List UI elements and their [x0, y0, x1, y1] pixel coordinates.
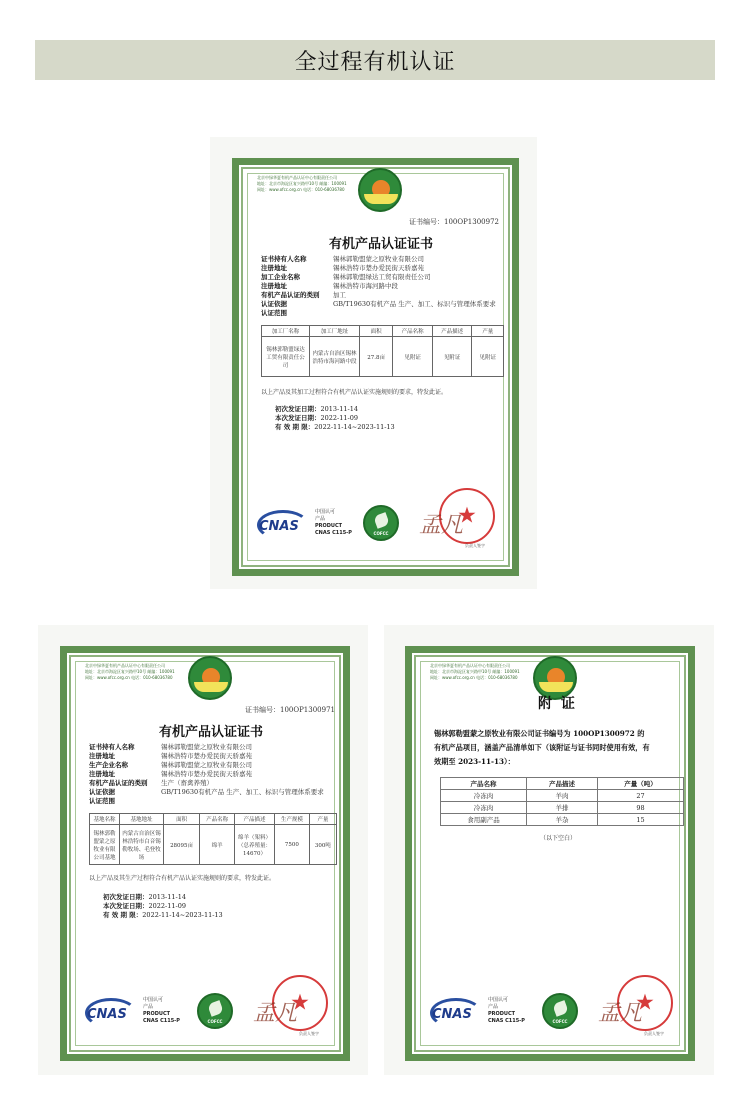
- org-header-line: 北京中绿华夏有机产品认证中心有限责任公司: [430, 663, 510, 668]
- field-key: 认证依据: [89, 788, 115, 796]
- field-row: [261, 255, 511, 264]
- scope-table: [89, 813, 337, 865]
- table-header: 产品名称: [200, 814, 235, 825]
- organic-emblem-icon: [358, 168, 402, 212]
- table-header: 加工厂名称: [262, 326, 310, 337]
- date-value: 2022-11-09: [148, 902, 186, 910]
- table-header: 面积: [360, 326, 393, 337]
- table-header: 基地名称: [90, 814, 120, 825]
- field-key: 注册地址: [89, 770, 115, 778]
- field-value: GB/T19630有机产品 生产、加工、标识与管理体系要求: [161, 788, 324, 796]
- table-header: 加工厂地址: [310, 326, 360, 337]
- table-header: 产品描述: [235, 814, 275, 825]
- certificate-2: [60, 646, 350, 1061]
- field-row: [89, 788, 344, 797]
- field-row: [89, 761, 344, 770]
- table-header-row: [441, 778, 684, 790]
- field-key: 注册地址: [89, 752, 115, 760]
- appendix-line: 有机产品项目，涵盖产品清单如下（该附证与证书同时使用有效，有: [434, 743, 650, 752]
- china-organic-product-icon: [363, 505, 399, 541]
- table-header: 产品名称: [393, 326, 433, 337]
- field-value: 锡林郭勒盟蒙之原牧业有限公司: [333, 255, 424, 263]
- table-row: [441, 814, 684, 826]
- appendix-line: 锡林郭勒盟蒙之原牧业有限公司证书编号为 100OP1300972 的: [434, 729, 645, 738]
- field-key: 有机产品认证的类别: [261, 291, 320, 299]
- field-key: 加工企业名称: [261, 273, 300, 281]
- field-value: 锡林浩特市海河路中段: [333, 282, 398, 290]
- org-header-line: 北京中绿华夏有机产品认证中心有限责任公司: [257, 175, 337, 180]
- certificate-statement: 以上产品及其加工过程符合有机产品认证实施规则的要求，特发此证。: [261, 389, 448, 396]
- cnas-line: CNAS C115-P: [315, 530, 352, 536]
- org-header-line: 网址：www.ofcc.org.cn 电话：010-68036780: [430, 675, 518, 680]
- table-header: 产品名称: [441, 778, 527, 790]
- certificate-title: 有机产品认证证书: [159, 725, 264, 740]
- cnas-line: 产品: [315, 516, 326, 522]
- table-cell: 27: [598, 790, 684, 802]
- table-cell: 绵羊: [200, 825, 235, 865]
- table-cell: 绵羊（架料）（总养殖量：14670）: [235, 825, 275, 865]
- org-header: [257, 175, 347, 193]
- cnas-line: 中国认可: [488, 997, 509, 1003]
- date-row: [275, 423, 395, 432]
- field-key: 证书持有人名称: [261, 255, 307, 263]
- table-cell: 内蒙古自治区锡林浩特市白音锡勒牧场、毛登牧场: [120, 825, 164, 865]
- cnas-logo-text: CNAS: [87, 1007, 127, 1022]
- cnas-logo-icon: [81, 998, 141, 1028]
- org-header: [85, 663, 175, 681]
- org-header-line: 网址：www.ofcc.org.cn 电话：010-68036780: [85, 675, 173, 680]
- field-key: 有机产品认证的类别: [89, 779, 148, 787]
- red-seal-icon: ★: [272, 975, 328, 1031]
- field-value: 锡林浩特市楚办爱民街天骄嘉苑: [161, 752, 252, 760]
- cnas-accreditation-text: [143, 997, 180, 1025]
- table-header-row: [262, 326, 504, 337]
- field-row: [89, 752, 344, 761]
- field-value: 锡林郭勒盟绿达工贸有限责任公司: [333, 273, 431, 281]
- field-key: 认证依据: [261, 300, 287, 308]
- org-header-line: 地址：北京市海淀区复兴路甲10号 邮编：100091: [257, 181, 347, 186]
- field-key: 生产企业名称: [89, 761, 128, 769]
- field-value: 锡林郭勒盟蒙之原牧业有限公司: [161, 761, 252, 769]
- table-header: 产品描述: [526, 778, 597, 790]
- org-header-line: 网址：www.ofcc.org.cn 电话：010-68036780: [257, 187, 345, 192]
- date-key: 初次发证日期：: [103, 893, 149, 901]
- cnas-line: 产品: [488, 1004, 499, 1010]
- certificate-statement: 以上产品及其生产过程符合有机产品认证实施规则的要求，特发此证。: [89, 875, 276, 882]
- date-row: [275, 405, 395, 414]
- table-row: [441, 802, 684, 814]
- table-row: [262, 337, 504, 377]
- section-banner: [35, 40, 715, 80]
- field-row: [261, 300, 511, 309]
- cnas-logo-icon: [426, 998, 486, 1028]
- appendix-title: 附 证: [538, 696, 577, 712]
- table-cell: 内蒙古自治区锡林浩特市海河路中段: [310, 337, 360, 377]
- field-key: 注册地址: [261, 282, 287, 290]
- cnas-logo-text: CNAS: [259, 519, 299, 534]
- certificate-fields: [261, 255, 511, 318]
- china-organic-product-icon: [542, 993, 578, 1029]
- field-key: 认证范围: [261, 309, 287, 317]
- signature-icon: 孟凡: [419, 513, 464, 538]
- date-row: [103, 893, 223, 902]
- field-key: 认证范围: [89, 797, 115, 805]
- certificate-title: 有机产品认证证书: [329, 237, 434, 252]
- certificate-number: 证书编号：100OP1300971: [245, 706, 335, 714]
- field-value: 锡林郭勒盟蒙之原牧业有限公司: [161, 743, 252, 751]
- scope-table: [261, 325, 504, 377]
- cnas-line: 中国认可: [143, 997, 164, 1003]
- table-cell: 7500: [275, 825, 310, 865]
- cnas-accreditation-text: [315, 509, 352, 537]
- date-value: 2022-11-09: [320, 414, 358, 422]
- date-row: [275, 414, 395, 423]
- banner-title: 全过程有机认证: [294, 49, 456, 75]
- signature-icon: 孟凡: [598, 1001, 643, 1026]
- cnas-line: CNAS C115-P: [143, 1018, 180, 1024]
- date-value: 2013-11-14: [148, 893, 186, 901]
- table-cell: 冷冻肉: [441, 802, 527, 814]
- table-header-row: [90, 814, 337, 825]
- table-cell: 28095亩: [164, 825, 200, 865]
- table-header: 产量: [309, 814, 336, 825]
- table-header: 产量: [472, 326, 504, 337]
- table-header: 面积: [164, 814, 200, 825]
- table-cell: 羊杂: [526, 814, 597, 826]
- cnas-line: PRODUCT: [488, 1011, 516, 1017]
- table-cell: 冷冻肉: [441, 790, 527, 802]
- organic-emblem-icon: [188, 656, 232, 700]
- table-cell: 98: [598, 802, 684, 814]
- field-row: [261, 273, 511, 282]
- cnas-line: 产品: [143, 1004, 154, 1010]
- table-cell: 锡林郭勒盟绿达工贸有限责任公司: [262, 337, 310, 377]
- organic-mark-label: COFCC: [552, 1019, 568, 1025]
- cnas-line: 中国认可: [315, 509, 336, 515]
- date-key: 本次发证日期：: [275, 414, 321, 422]
- table-cell: 羊排: [526, 802, 597, 814]
- cnas-logo-text: CNAS: [432, 1007, 472, 1022]
- table-header: 产品描述: [432, 326, 472, 337]
- table-cell: 见附证: [472, 337, 504, 377]
- date-value: 2022-11-14~2023-11-13: [142, 911, 223, 919]
- cnas-line: CNAS C115-P: [488, 1018, 525, 1024]
- table-cell: 食用副产品: [441, 814, 527, 826]
- red-seal-icon: ★: [617, 975, 673, 1031]
- appendix-line: 效期至 2023-11-13）：: [434, 757, 515, 766]
- signer-label: 负责人签字: [465, 543, 485, 548]
- field-key: 证书持有人名称: [89, 743, 135, 751]
- cnas-logo-icon: [253, 510, 313, 540]
- table-cell: 15: [598, 814, 684, 826]
- date-key: 初次发证日期：: [275, 405, 321, 413]
- date-key: 有 效 期 限：: [275, 423, 315, 431]
- field-row: [261, 291, 511, 300]
- field-row: [89, 770, 344, 779]
- table-cell: 27.8亩: [360, 337, 393, 377]
- field-row: [89, 743, 344, 752]
- table-header: 产量（吨）: [598, 778, 684, 790]
- date-row: [103, 911, 223, 920]
- cnas-line: PRODUCT: [315, 523, 343, 529]
- table-cell: 见附证: [432, 337, 472, 377]
- date-key: 有 效 期 限：: [103, 911, 143, 919]
- field-row: [261, 309, 511, 318]
- field-value: 锡林浩特市楚办爱民街天骄嘉苑: [161, 770, 252, 778]
- org-header: [430, 663, 520, 681]
- organic-mark-label: COFCC: [207, 1019, 223, 1025]
- org-header-line: 北京中绿华夏有机产品认证中心有限责任公司: [85, 663, 165, 668]
- field-value: 生产（畜禽养殖）: [161, 779, 213, 787]
- appendix-paragraph: [434, 727, 692, 769]
- table-cell: 羊肉: [526, 790, 597, 802]
- cnas-accreditation-text: [488, 997, 525, 1025]
- field-row: [261, 282, 511, 291]
- appendix-certificate: [405, 646, 695, 1061]
- date-row: [103, 902, 223, 911]
- certificate-dates: [275, 405, 395, 432]
- china-organic-product-icon: [197, 993, 233, 1029]
- table-header: 基地地址: [120, 814, 164, 825]
- field-row: [261, 264, 511, 273]
- cnas-line: PRODUCT: [143, 1011, 171, 1017]
- table-row: [90, 825, 337, 865]
- date-value: 2022-11-14~2023-11-13: [314, 423, 395, 431]
- table-cell: 300吨: [309, 825, 336, 865]
- org-header-line: 地址：北京市海淀区复兴路甲10号 邮编：100091: [85, 669, 175, 674]
- certificate-fields: [89, 743, 344, 806]
- signer-label: 负责人签字: [644, 1031, 664, 1036]
- appendix-product-table: [440, 777, 684, 826]
- certificate-number: 证书编号：100OP1300972: [409, 218, 499, 226]
- red-seal-icon: ★: [439, 488, 495, 544]
- field-value: 锡林浩特市楚办爱民街天骄嘉苑: [333, 264, 424, 272]
- certificate-dates: [103, 893, 223, 920]
- field-row: [89, 797, 344, 806]
- field-value: 加工: [333, 291, 346, 299]
- certificate-1: [232, 158, 519, 576]
- organic-mark-label: COFCC: [373, 531, 389, 537]
- field-row: [89, 779, 344, 788]
- signature-icon: 孟凡: [253, 1001, 298, 1026]
- table-header: 生产规模: [275, 814, 310, 825]
- org-header-line: 地址：北京市海淀区复兴路甲10号 邮编：100091: [430, 669, 520, 674]
- field-value: GB/T19630有机产品 生产、加工、标识与管理体系要求: [333, 300, 496, 308]
- blank-below-note: （以下空白）: [540, 835, 577, 842]
- table-cell: 见附证: [393, 337, 433, 377]
- field-key: 注册地址: [261, 264, 287, 272]
- table-row: [441, 790, 684, 802]
- table-cell: 锡林郭勒盟蒙之原牧业有限公司基地: [90, 825, 120, 865]
- signer-label: 负责人签字: [299, 1031, 319, 1036]
- date-key: 本次发证日期：: [103, 902, 149, 910]
- date-value: 2013-11-14: [320, 405, 358, 413]
